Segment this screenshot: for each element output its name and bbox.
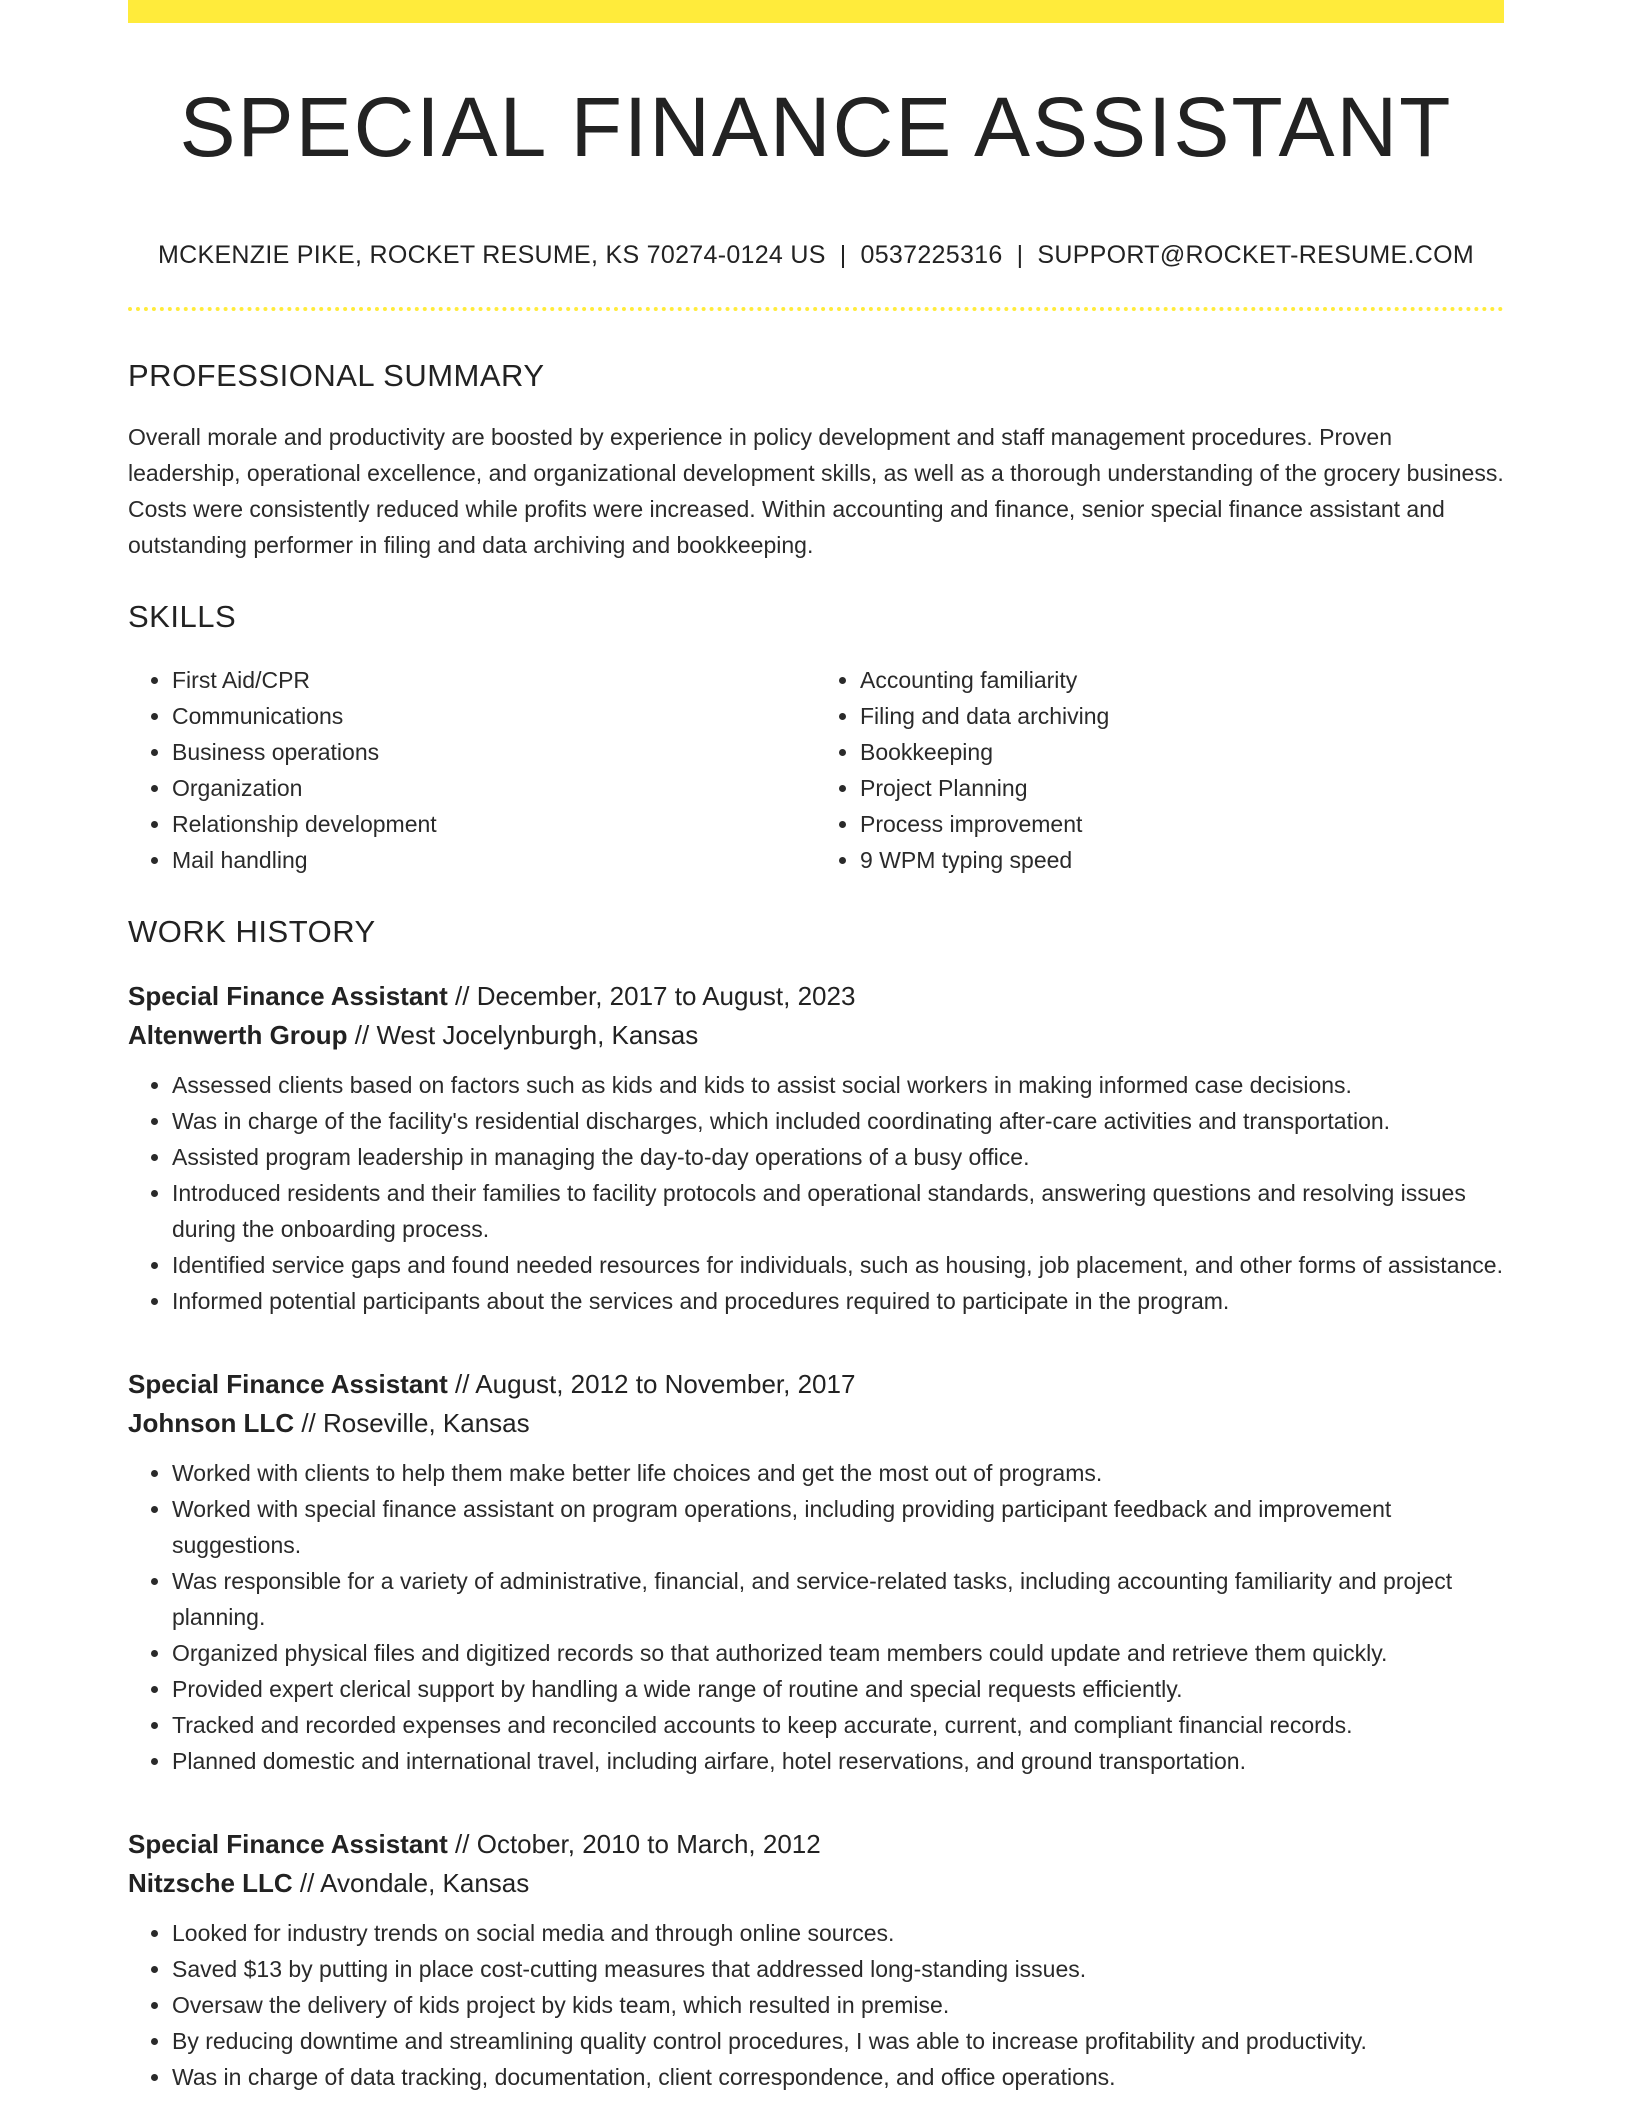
job-bullets (128, 1067, 1504, 1319)
accent-top-bar (128, 0, 1504, 23)
job-bullet: • Planned domestic and international travel, including airfare, hotel reservations, and ground transportation. (172, 1743, 1504, 1779)
skill-item: • Filing and data archiving (860, 698, 1504, 734)
skills-heading: SKILLS (128, 599, 237, 634)
job-bullet: • Assessed clients based on factors such as kids and kids to assist social workers in making informed case decisions. (172, 1067, 1504, 1103)
dotted-divider (128, 307, 1504, 311)
job-company-line (128, 1016, 1504, 1055)
job-bullet: • Worked with clients to help them make better life choices and get the most out of programs. (172, 1455, 1504, 1491)
job-bullet: • Assisted program leadership in managing the day-to-day operations of a busy office. (172, 1139, 1504, 1175)
job-company-line (128, 1404, 1504, 1443)
job-company-line (128, 1864, 1504, 1903)
job-bullets (128, 1915, 1504, 2095)
skill-item: • Accounting familiarity (860, 662, 1504, 698)
job-dates: // December, 2017 to August, 2023 (447, 981, 856, 1011)
contact-separator: | (1016, 241, 1024, 269)
skills-list-right (816, 662, 1504, 878)
job-role: Special Finance Assistant (128, 1829, 448, 1859)
job-title-line (128, 1365, 1504, 1404)
skill-item: • First Aid/CPR (172, 662, 816, 698)
skill-item: • Mail handling (172, 842, 816, 878)
job-bullet: • Provided expert clerical support by handling a wide range of routine and special requests efficiently. (172, 1671, 1504, 1707)
skill-item: • Relationship development (172, 806, 816, 842)
job-dates: // August, 2012 to November, 2017 (447, 1369, 856, 1399)
contact-address: MCKENZIE PIKE, ROCKET RESUME, KS 70274-0124 US (157, 241, 826, 269)
job-location: // Avondale, Kansas (292, 1868, 530, 1898)
skills-columns (128, 662, 1504, 878)
job-bullet: • Was in charge of data tracking, documentation, client correspondence, and office operations. (172, 2059, 1504, 2095)
skill-item: • Bookkeeping (860, 734, 1504, 770)
job-bullet: • Oversaw the delivery of kids project by kids team, which resulted in premise. (172, 1987, 1504, 2023)
skill-item: • Project Planning (860, 770, 1504, 806)
job-dates: // October, 2010 to March, 2012 (447, 1829, 821, 1859)
job-company: Nitzsche LLC (128, 1868, 293, 1898)
job-entry (128, 1825, 1504, 2095)
skill-item: • Business operations (172, 734, 816, 770)
skill-item: • Process improvement (860, 806, 1504, 842)
job-bullet: • Worked with special finance assistant on program operations, including providing participant feedback and improvement suggestions. (172, 1491, 1504, 1563)
job-bullet: • Was responsible for a variety of administrative, financial, and service-related tasks, including accounting familiarity and project planning. (172, 1563, 1504, 1635)
skill-item: • Organization (172, 770, 816, 806)
job-role: Special Finance Assistant (128, 1369, 448, 1399)
job-bullet: • Identified service gaps and found needed resources for individuals, such as housing, job placement, and other forms of assistance. (172, 1247, 1504, 1283)
job-bullet: • Informed potential participants about the services and procedures required to participate in the program. (172, 1283, 1504, 1319)
job-bullet: • Saved $13 by putting in place cost-cutting measures that addressed long-standing issues. (172, 1951, 1504, 1987)
job-bullet: • Organized physical files and digitized records so that authorized team members could update and retrieve them quickly. (172, 1635, 1504, 1671)
contact-separator: | (839, 241, 847, 269)
job-bullet: • Tracked and recorded expenses and reconciled accounts to keep accurate, current, and compliant financial records. (172, 1707, 1504, 1743)
resume-title: SPECIAL FINANCE ASSISTANT (179, 80, 1453, 174)
contact-line (128, 243, 1504, 268)
job-entry (128, 1365, 1504, 1779)
job-bullet: • Introduced residents and their families to facility protocols and operational standards, answering questions and resolving issues during the onboarding process. (172, 1175, 1504, 1247)
job-title-line (128, 977, 1504, 1016)
job-bullet: • Was in charge of the facility's residential discharges, which included coordinating after-care activities and transportation. (172, 1103, 1504, 1139)
contact-email: SUPPORT@ROCKET-RESUME.COM (1037, 241, 1474, 269)
job-entry (128, 977, 1504, 1319)
resume-page (128, 0, 1504, 2095)
summary-heading: PROFESSIONAL SUMMARY (128, 358, 545, 393)
job-location: // Roseville, Kansas (294, 1408, 530, 1438)
job-title-line (128, 1825, 1504, 1864)
job-company: Altenwerth Group (128, 1020, 348, 1050)
job-company: Johnson LLC (128, 1408, 295, 1438)
job-bullet: • Looked for industry trends on social media and through online sources. (172, 1915, 1504, 1951)
job-role: Special Finance Assistant (128, 981, 448, 1011)
contact-phone: 0537225316 (860, 241, 1003, 269)
job-bullet: • By reducing downtime and streamlining quality control procedures, I was able to increase profitability and productivity. (172, 2023, 1504, 2059)
skills-list-left (128, 662, 816, 878)
job-location: // West Jocelynburgh, Kansas (347, 1020, 699, 1050)
job-bullets (128, 1455, 1504, 1779)
skill-item: • 9 WPM typing speed (860, 842, 1504, 878)
summary-text: Overall morale and productivity are boosted by experience in policy development and staff management procedures. Proven leadership, operational excellence, and organizational development skills, as well as a thorough understanding of the grocery business. Costs were consistently reduced while profits were increased. Within accounting and finance, senior special finance assistant and outstanding performer in filing and data archiving and bookkeeping. (128, 424, 1504, 558)
skill-item: • Communications (172, 698, 816, 734)
work-history-heading: WORK HISTORY (128, 914, 376, 949)
